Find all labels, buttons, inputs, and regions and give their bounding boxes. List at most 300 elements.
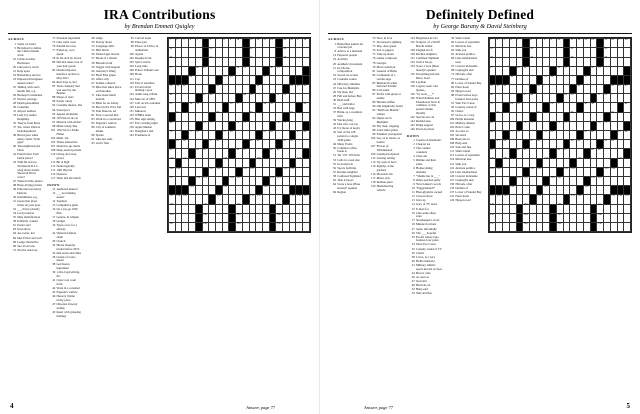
grid-cell[interactable] [195, 176, 202, 185]
grid-cell[interactable] [577, 213, 584, 222]
grid-cell[interactable] [516, 75, 523, 84]
grid-cell[interactable] [195, 195, 202, 204]
grid-cell[interactable] [169, 66, 176, 75]
grid-cell[interactable] [276, 121, 283, 130]
grid-cell[interactable] [604, 158, 611, 167]
grid-cell[interactable] [597, 121, 604, 130]
grid-cell[interactable] [509, 195, 516, 204]
grid-cell[interactable] [229, 39, 236, 48]
grid-cell[interactable] [509, 213, 516, 222]
grid-cell[interactable] [236, 204, 243, 213]
grid-cell[interactable] [563, 131, 570, 140]
grid-cell[interactable] [182, 121, 189, 130]
grid-cell[interactable] [209, 176, 216, 185]
grid-cell[interactable] [195, 149, 202, 158]
grid-cell[interactable] [523, 94, 530, 103]
grid-cell[interactable] [509, 222, 516, 231]
grid-cell[interactable] [570, 213, 577, 222]
grid-cell[interactable] [536, 66, 543, 75]
grid-cell[interactable] [610, 176, 617, 185]
grid-cell[interactable] [296, 57, 303, 66]
grid-cell[interactable] [496, 39, 503, 48]
grid-cell[interactable] [269, 66, 276, 75]
grid-cell[interactable] [175, 167, 182, 176]
grid-cell[interactable] [597, 176, 604, 185]
grid-cell[interactable] [550, 176, 557, 185]
grid-cell[interactable] [617, 204, 624, 213]
grid-cell[interactable] [523, 149, 530, 158]
grid-cell[interactable] [229, 75, 236, 84]
grid-cell[interactable] [296, 131, 303, 140]
grid-cell[interactable] [529, 204, 536, 213]
grid-cell[interactable] [496, 121, 503, 130]
grid-cell[interactable] [296, 222, 303, 231]
grid-cell[interactable] [189, 57, 196, 66]
grid-cell[interactable] [543, 48, 550, 57]
grid-cell[interactable] [536, 85, 543, 94]
grid-cell[interactable] [289, 213, 296, 222]
grid-cell[interactable] [269, 112, 276, 121]
grid-cell[interactable] [182, 222, 189, 231]
grid-cell[interactable] [556, 112, 563, 121]
grid-cell[interactable] [496, 140, 503, 149]
grid-cell[interactable] [597, 66, 604, 75]
grid-cell[interactable] [242, 103, 249, 112]
grid-cell[interactable] [597, 204, 604, 213]
grid-cell[interactable] [529, 213, 536, 222]
grid-cell[interactable] [624, 140, 631, 149]
grid-cell[interactable] [182, 94, 189, 103]
grid-cell[interactable] [283, 222, 290, 231]
grid-cell[interactable] [496, 57, 503, 66]
grid-cell[interactable] [289, 176, 296, 185]
grid-cell[interactable] [189, 48, 196, 57]
grid-cell[interactable] [516, 195, 523, 204]
grid-cell[interactable] [503, 176, 510, 185]
grid-cell[interactable] [550, 75, 557, 84]
grid-cell[interactable] [570, 149, 577, 158]
grid-cell[interactable] [556, 85, 563, 94]
grid-cell[interactable] [610, 39, 617, 48]
grid-cell[interactable] [489, 66, 496, 75]
grid-cell[interactable] [556, 186, 563, 195]
grid-cell[interactable] [229, 57, 236, 66]
grid-cell[interactable] [617, 48, 624, 57]
grid-cell[interactable] [215, 112, 222, 121]
grid-cell[interactable] [283, 167, 290, 176]
grid-cell[interactable] [202, 176, 209, 185]
grid-cell[interactable] [175, 176, 182, 185]
grid-cell[interactable] [489, 222, 496, 231]
grid-cell[interactable] [496, 222, 503, 231]
grid-cell[interactable] [624, 103, 631, 112]
grid-cell[interactable] [509, 158, 516, 167]
grid-cell[interactable] [577, 204, 584, 213]
grid-cell[interactable] [289, 112, 296, 121]
grid-cell[interactable] [523, 204, 530, 213]
grid-cell[interactable] [556, 158, 563, 167]
grid-cell[interactable] [209, 94, 216, 103]
grid-cell[interactable] [590, 158, 597, 167]
grid-cell[interactable] [509, 57, 516, 66]
grid-cell[interactable] [242, 66, 249, 75]
grid-cell[interactable] [249, 222, 256, 231]
grid-cell[interactable] [563, 167, 570, 176]
grid-cell[interactable] [202, 121, 209, 130]
grid-cell[interactable] [529, 103, 536, 112]
grid-cell[interactable] [269, 103, 276, 112]
grid-cell[interactable] [236, 222, 243, 231]
grid-cell[interactable] [577, 57, 584, 66]
grid-cell[interactable] [496, 112, 503, 121]
grid-cell[interactable] [236, 75, 243, 84]
grid-cell[interactable] [256, 222, 263, 231]
grid-cell[interactable] [209, 75, 216, 84]
grid-cell[interactable] [577, 112, 584, 121]
grid-cell[interactable] [536, 213, 543, 222]
grid-cell[interactable] [604, 149, 611, 158]
grid-cell[interactable] [577, 158, 584, 167]
grid-cell[interactable] [570, 66, 577, 75]
grid-cell[interactable] [503, 167, 510, 176]
grid-cell[interactable] [489, 176, 496, 185]
grid-cell[interactable] [215, 222, 222, 231]
grid-cell[interactable] [202, 204, 209, 213]
grid-cell[interactable] [529, 94, 536, 103]
grid-cell[interactable] [182, 48, 189, 57]
grid-cell[interactable] [169, 103, 176, 112]
grid-cell[interactable] [590, 39, 597, 48]
grid-cell[interactable] [175, 37, 185, 48]
grid-cell[interactable] [189, 112, 196, 121]
grid-cell[interactable] [496, 195, 503, 204]
grid-cell[interactable] [503, 222, 510, 231]
grid-cell[interactable] [516, 158, 523, 167]
grid-cell[interactable] [503, 121, 510, 130]
grid-cell[interactable] [222, 186, 229, 195]
grid-cell[interactable] [262, 57, 269, 66]
grid-cell[interactable] [303, 176, 310, 185]
grid-cell[interactable] [489, 131, 496, 140]
grid-cell[interactable] [503, 66, 510, 75]
grid-cell[interactable] [182, 167, 189, 176]
grid-cell[interactable] [215, 149, 222, 158]
grid-cell[interactable] [262, 140, 269, 149]
grid-cell[interactable] [256, 85, 263, 94]
grid-cell[interactable] [182, 140, 189, 149]
grid-cell[interactable] [529, 75, 536, 84]
grid-cell[interactable] [195, 66, 202, 75]
grid-cell[interactable] [529, 149, 536, 158]
grid-cell[interactable] [296, 204, 303, 213]
grid-cell[interactable] [269, 57, 276, 66]
grid-cell[interactable] [590, 66, 597, 75]
grid-cell[interactable] [610, 213, 617, 222]
grid-cell[interactable] [209, 186, 216, 195]
grid-cell[interactable] [256, 121, 263, 130]
grid-cell[interactable] [195, 112, 202, 121]
grid-cell[interactable] [496, 149, 503, 158]
grid-cell[interactable] [229, 195, 236, 204]
grid-cell[interactable] [195, 103, 202, 112]
grid-cell[interactable] [269, 149, 276, 158]
grid-cell[interactable] [597, 186, 604, 195]
grid-cell[interactable] [610, 149, 617, 158]
grid-cell[interactable] [503, 112, 510, 121]
grid-cell[interactable] [283, 57, 290, 66]
grid-cell[interactable] [296, 176, 303, 185]
grid-cell[interactable] [543, 167, 550, 176]
grid-cell[interactable] [182, 85, 189, 94]
grid-cell[interactable] [296, 140, 303, 149]
grid-cell[interactable] [303, 48, 310, 57]
grid-cell[interactable] [543, 204, 550, 213]
grid-cell[interactable] [624, 85, 631, 94]
grid-cell[interactable] [570, 204, 577, 213]
grid-cell[interactable] [262, 112, 269, 121]
grid-cell[interactable] [624, 195, 631, 204]
grid-cell[interactable] [529, 121, 536, 130]
grid-cell[interactable] [169, 204, 176, 213]
grid-cell[interactable] [262, 158, 269, 167]
grid-cell[interactable] [624, 112, 631, 121]
grid-cell[interactable] [604, 167, 611, 176]
grid-cell[interactable] [536, 37, 546, 48]
grid-cell[interactable] [222, 57, 229, 66]
grid-cell[interactable] [269, 186, 276, 195]
grid-cell[interactable] [556, 176, 563, 185]
grid-cell[interactable] [523, 103, 530, 112]
grid-cell[interactable] [289, 39, 296, 48]
grid-cell[interactable] [262, 186, 269, 195]
grid-cell[interactable] [289, 121, 296, 130]
grid-cell[interactable] [296, 66, 303, 75]
grid-cell[interactable] [303, 140, 310, 149]
grid-cell[interactable] [242, 176, 249, 185]
grid-cell[interactable] [182, 39, 189, 48]
grid-cell[interactable] [276, 222, 283, 231]
grid-cell[interactable] [276, 75, 283, 84]
grid-cell[interactable] [249, 176, 256, 185]
grid-cell[interactable] [269, 85, 276, 94]
grid-cell[interactable] [543, 131, 550, 140]
grid-cell[interactable] [175, 149, 182, 158]
grid-cell[interactable] [604, 222, 611, 231]
grid-cell[interactable] [256, 94, 263, 103]
grid-cell[interactable] [256, 140, 263, 149]
grid-cell[interactable] [503, 57, 510, 66]
grid-cell[interactable] [189, 103, 196, 112]
grid-cell[interactable] [597, 112, 604, 121]
grid-cell[interactable] [236, 66, 243, 75]
grid-cell[interactable] [202, 94, 209, 103]
grid-cell[interactable] [617, 85, 624, 94]
grid-cell[interactable] [215, 94, 222, 103]
grid-cell[interactable] [577, 195, 584, 204]
grid-cell[interactable] [249, 121, 256, 130]
grid-cell[interactable] [296, 112, 303, 121]
grid-cell[interactable] [597, 94, 604, 103]
grid-cell[interactable] [296, 48, 303, 57]
grid-cell[interactable] [516, 57, 523, 66]
grid-cell[interactable] [536, 176, 543, 185]
grid-cell[interactable] [269, 176, 276, 185]
grid-cell[interactable] [209, 204, 216, 213]
grid-cell[interactable] [509, 112, 516, 121]
grid-cell[interactable] [610, 57, 617, 66]
grid-cell[interactable] [175, 121, 182, 130]
grid-cell[interactable] [175, 48, 182, 57]
grid-cell[interactable] [283, 75, 290, 84]
grid-cell[interactable] [523, 121, 530, 130]
grid-cell[interactable] [570, 112, 577, 121]
grid-cell[interactable] [303, 131, 310, 140]
grid-cell[interactable] [189, 186, 196, 195]
grid-cell[interactable] [249, 140, 256, 149]
grid-cell[interactable] [262, 131, 269, 140]
grid-cell[interactable] [303, 85, 310, 94]
grid-cell[interactable] [550, 48, 557, 57]
grid-cell[interactable] [256, 204, 263, 213]
grid-cell[interactable] [536, 57, 543, 66]
grid-cell[interactable] [543, 94, 550, 103]
grid-cell[interactable] [577, 48, 584, 57]
grid-cell[interactable] [563, 94, 570, 103]
grid-cell[interactable] [283, 66, 290, 75]
grid-cell[interactable] [229, 103, 236, 112]
left-crossword-grid[interactable] [167, 37, 311, 233]
grid-cell[interactable] [529, 158, 536, 167]
grid-cell[interactable] [222, 167, 229, 176]
grid-cell[interactable] [215, 195, 222, 204]
grid-cell[interactable] [516, 131, 523, 140]
grid-cell[interactable] [617, 112, 624, 121]
grid-cell[interactable] [289, 167, 296, 176]
grid-cell[interactable] [556, 75, 563, 84]
grid-cell[interactable] [583, 85, 590, 94]
grid-cell[interactable] [550, 195, 557, 204]
grid-cell[interactable] [516, 48, 523, 57]
grid-cell[interactable] [509, 186, 516, 195]
grid-cell[interactable] [202, 131, 209, 140]
grid-cell[interactable] [175, 222, 182, 231]
grid-cell[interactable] [617, 94, 624, 103]
grid-cell[interactable] [169, 158, 176, 167]
grid-cell[interactable] [503, 195, 510, 204]
grid-cell[interactable] [283, 121, 290, 130]
grid-cell[interactable] [543, 57, 550, 66]
grid-cell[interactable] [570, 195, 577, 204]
grid-cell[interactable] [604, 213, 611, 222]
grid-cell[interactable] [269, 195, 276, 204]
grid-cell[interactable] [570, 140, 577, 149]
grid-cell[interactable] [303, 167, 310, 176]
grid-cell[interactable] [175, 204, 182, 213]
grid-cell[interactable] [543, 39, 550, 48]
grid-cell[interactable] [543, 85, 550, 94]
grid-cell[interactable] [570, 176, 577, 185]
grid-cell[interactable] [189, 195, 196, 204]
grid-cell[interactable] [523, 75, 530, 84]
grid-cell[interactable] [610, 140, 617, 149]
grid-cell[interactable] [509, 37, 519, 48]
grid-cell[interactable] [229, 176, 236, 185]
grid-cell[interactable] [543, 75, 550, 84]
grid-cell[interactable] [563, 204, 570, 213]
grid-cell[interactable] [583, 75, 590, 84]
grid-cell[interactable] [489, 57, 496, 66]
grid-cell[interactable] [303, 213, 310, 222]
grid-cell[interactable] [209, 222, 216, 231]
grid-cell[interactable] [215, 85, 222, 94]
grid-cell[interactable] [296, 167, 303, 176]
grid-cell[interactable] [249, 149, 256, 158]
grid-cell[interactable] [182, 195, 189, 204]
grid-cell[interactable] [590, 85, 597, 94]
grid-cell[interactable] [550, 85, 557, 94]
grid-cell[interactable] [597, 103, 604, 112]
grid-cell[interactable] [570, 167, 577, 176]
grid-cell[interactable] [543, 112, 550, 121]
grid-cell[interactable] [610, 85, 617, 94]
grid-cell[interactable] [583, 167, 590, 176]
grid-cell[interactable] [509, 48, 516, 57]
grid-cell[interactable] [529, 222, 536, 231]
grid-cell[interactable] [215, 213, 222, 222]
grid-cell[interactable] [249, 112, 256, 121]
grid-cell[interactable] [283, 149, 290, 158]
grid-cell[interactable] [236, 57, 243, 66]
grid-cell[interactable] [617, 176, 624, 185]
grid-cell[interactable] [215, 48, 222, 57]
grid-cell[interactable] [189, 75, 196, 84]
grid-cell[interactable] [577, 66, 584, 75]
grid-cell[interactable] [249, 94, 256, 103]
grid-cell[interactable] [222, 222, 229, 231]
grid-cell[interactable] [256, 195, 263, 204]
grid-cell[interactable] [269, 158, 276, 167]
grid-cell[interactable] [195, 75, 202, 84]
grid-cell[interactable] [195, 39, 202, 48]
grid-cell[interactable] [303, 103, 310, 112]
grid-cell[interactable] [276, 176, 283, 185]
grid-cell[interactable] [296, 158, 303, 167]
grid-cell[interactable] [262, 195, 269, 204]
grid-cell[interactable] [523, 158, 530, 167]
grid-cell[interactable] [289, 57, 296, 66]
grid-cell[interactable] [276, 103, 283, 112]
grid-cell[interactable] [276, 158, 283, 167]
grid-cell[interactable] [604, 186, 611, 195]
grid-cell[interactable] [296, 213, 303, 222]
grid-cell[interactable] [242, 222, 249, 231]
grid-cell[interactable] [503, 213, 510, 222]
grid-cell[interactable] [543, 222, 550, 231]
grid-cell[interactable] [570, 57, 577, 66]
grid-cell[interactable] [222, 140, 229, 149]
grid-cell[interactable] [523, 112, 530, 121]
grid-cell[interactable] [550, 186, 557, 195]
grid-cell[interactable] [590, 195, 597, 204]
grid-cell[interactable] [195, 57, 202, 66]
grid-cell[interactable] [624, 204, 631, 213]
grid-cell[interactable] [242, 204, 249, 213]
grid-cell[interactable] [617, 57, 624, 66]
grid-cell[interactable] [229, 112, 236, 121]
grid-cell[interactable] [563, 66, 570, 75]
grid-cell[interactable] [236, 131, 243, 140]
grid-cell[interactable] [222, 75, 229, 84]
